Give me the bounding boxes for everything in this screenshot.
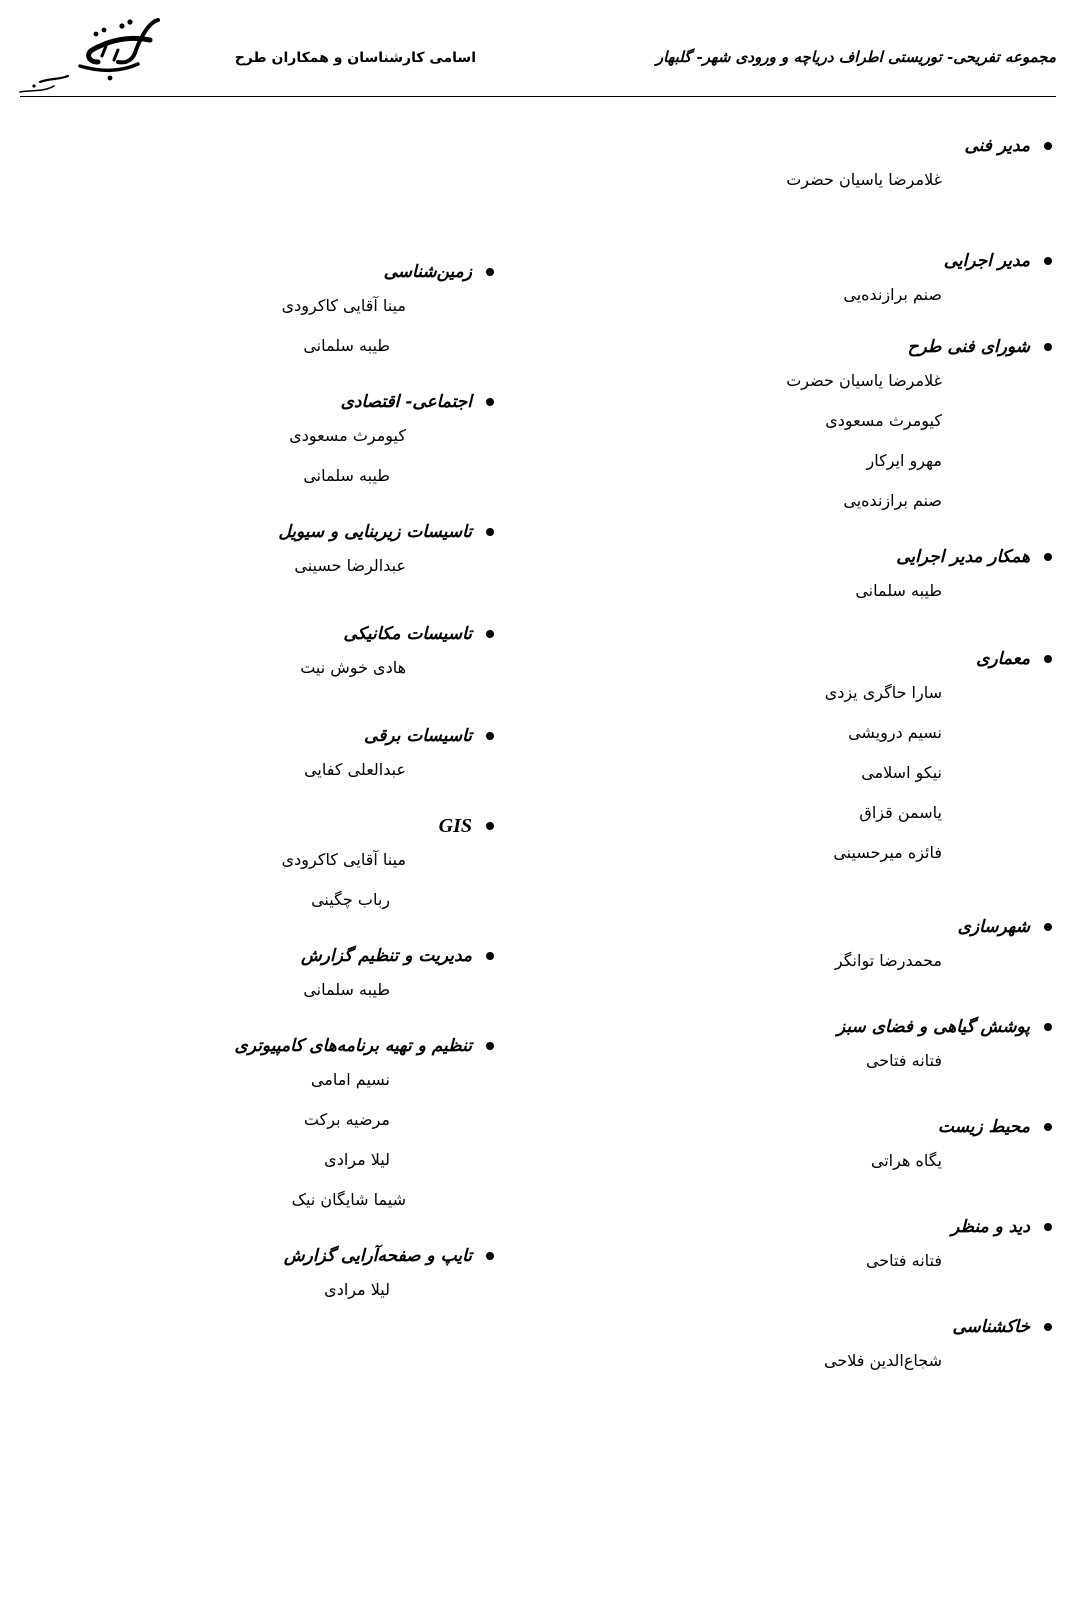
member-list <box>722 941 1052 981</box>
member-name: شجاع‌الدین فلاحی <box>823 1351 942 1370</box>
member-name: فائزه میرحسینی <box>833 843 942 862</box>
section-vegetation-green-space <box>722 1013 1052 1081</box>
section-heading <box>722 333 1052 361</box>
member-list <box>722 571 1052 611</box>
right-column <box>722 132 1052 1381</box>
section-mechanical-installations <box>164 620 494 688</box>
bullet-icon <box>1044 1123 1052 1131</box>
member-name: عبدالرضا حسینی <box>294 556 406 575</box>
member-list <box>722 160 1052 200</box>
section-heading <box>722 1213 1052 1241</box>
member-list <box>164 546 494 586</box>
member-list <box>722 1341 1052 1381</box>
bullet-icon <box>1044 1223 1052 1231</box>
member-list <box>164 1060 494 1220</box>
member-name: کیومرث مسعودی <box>289 426 406 445</box>
bullet-icon <box>1044 655 1052 663</box>
section-electrical-installations <box>164 722 494 790</box>
section-heading <box>722 543 1052 571</box>
member-list <box>164 416 494 496</box>
member-name: نسیم درویشی <box>848 723 942 742</box>
section-title: GIS <box>438 814 472 837</box>
bullet-icon <box>1044 1023 1052 1031</box>
member-name: یگاه هراتی <box>870 1151 942 1170</box>
member-name: لیلا مرادی <box>324 1280 390 1299</box>
left-column <box>164 258 494 1310</box>
section-view-landscape <box>722 1213 1052 1281</box>
section-typing-layout <box>164 1242 494 1310</box>
member-name: نسیم امامی <box>310 1070 390 1089</box>
member-name: طیبه سلمانی <box>303 336 390 355</box>
member-name: کیومرث مسعودی <box>825 411 942 430</box>
section-heading <box>164 518 494 546</box>
header-divider <box>20 96 1056 97</box>
member-name: غلامرضا یاسیان حضرت <box>786 371 942 390</box>
section-heading <box>722 247 1052 275</box>
section-title: زمین‌شناسی <box>383 262 472 282</box>
bullet-icon <box>486 268 494 276</box>
section-environment <box>722 1113 1052 1181</box>
document-title: مجموعه تفریحی- توریستی اطراف دریاچه و ورودی شهر- گلبهار <box>655 48 1056 66</box>
section-title: خاکشناسی <box>952 1317 1030 1337</box>
section-architecture <box>722 645 1052 873</box>
bullet-icon <box>1044 923 1052 931</box>
section-technical-council <box>722 333 1052 521</box>
member-name: محمدرضا توانگر <box>834 951 942 970</box>
bullet-icon <box>486 398 494 406</box>
member-name: مینا آقایی کاکرودی <box>281 296 406 315</box>
section-executive-manager <box>722 247 1052 315</box>
bullet-icon <box>486 1042 494 1050</box>
member-name: فتانه فتاحی <box>865 1051 942 1070</box>
member-name: نیکو اسلامی <box>861 763 942 782</box>
member-name: سارا حاگری یزدی <box>824 683 942 702</box>
section-title: معماری <box>976 649 1030 669</box>
section-heading <box>722 1313 1052 1341</box>
section-heading <box>164 258 494 286</box>
member-name: مینا آقایی کاکرودی <box>281 850 406 869</box>
section-heading <box>722 132 1052 160</box>
calligraphy-logo <box>10 6 160 96</box>
member-name: طیبه سلمانی <box>303 980 390 999</box>
member-name: شیما شایگان نیک <box>291 1190 406 1209</box>
section-assistant-executive-manager <box>722 543 1052 611</box>
bullet-icon <box>486 1252 494 1260</box>
member-list <box>722 1041 1052 1081</box>
member-list <box>722 275 1052 315</box>
section-computer-programs <box>164 1032 494 1220</box>
section-heading <box>164 1032 494 1060</box>
section-title: شورای فنی طرح <box>907 337 1030 357</box>
section-title: مدیر فنی <box>964 136 1030 156</box>
section-heading <box>722 913 1052 941</box>
member-list <box>722 361 1052 521</box>
bullet-icon <box>1044 553 1052 561</box>
bullet-icon <box>486 952 494 960</box>
section-title: مدیر اجرایی <box>943 251 1030 271</box>
section-heading <box>722 1113 1052 1141</box>
member-name: مرضیه برکت <box>303 1110 390 1129</box>
member-name: طیبه سلمانی <box>855 581 942 600</box>
member-list <box>164 840 494 920</box>
section-gis <box>164 812 494 920</box>
bullet-icon <box>486 528 494 536</box>
member-name: لیلا مرادی <box>324 1150 390 1169</box>
member-name: فتانه فتاحی <box>865 1251 942 1270</box>
bullet-icon <box>1044 343 1052 351</box>
member-list <box>164 970 494 1010</box>
section-heading <box>164 812 494 840</box>
member-name: طیبه سلمانی <box>303 466 390 485</box>
member-list <box>164 648 494 688</box>
member-list <box>722 1241 1052 1281</box>
bullet-icon <box>486 630 494 638</box>
section-title: تاسیسات مکانیکی <box>343 624 472 644</box>
section-heading <box>164 388 494 416</box>
section-title: تاسیسات زیربنایی و سیویل <box>278 522 472 542</box>
bullet-icon <box>1044 1323 1052 1331</box>
section-heading <box>164 1242 494 1270</box>
member-name: یاسمن قزاق <box>859 803 942 822</box>
section-heading <box>164 942 494 970</box>
bullet-icon <box>1044 257 1052 265</box>
section-urban-planning <box>722 913 1052 981</box>
section-title: تایپ و صفحه‌آرایی گزارش <box>283 1246 472 1266</box>
section-infrastructure-civil <box>164 518 494 586</box>
section-title: شهرسازی <box>957 917 1030 937</box>
section-title: اجتماعی- اقتصادی <box>340 392 472 412</box>
member-list <box>164 286 494 366</box>
section-title: همکار مدیر اجرایی <box>896 547 1030 567</box>
member-list <box>722 673 1052 873</box>
bullet-icon <box>1044 142 1052 150</box>
member-name: صنم برازنده‌یی <box>843 491 942 510</box>
section-title: تنظیم و تهیه برنامه‌های کامپیوتری <box>234 1036 472 1056</box>
section-geology <box>164 258 494 366</box>
section-title: پوشش گیاهی و فضای سبز <box>837 1017 1030 1037</box>
member-name: عبدالعلی کفایی <box>304 760 406 779</box>
section-soil-science <box>722 1313 1052 1381</box>
member-name: هادی خوش نیت <box>300 658 406 677</box>
member-name: صنم برازنده‌یی <box>843 285 942 304</box>
section-socioeconomic <box>164 388 494 496</box>
bullet-icon <box>486 822 494 830</box>
section-title: دید و منظر <box>951 1217 1030 1237</box>
section-report-management <box>164 942 494 1010</box>
section-title: مدیریت و تنظیم گزارش <box>301 946 472 966</box>
section-title: محیط زیست <box>937 1117 1030 1137</box>
member-list <box>164 750 494 790</box>
member-list <box>164 1270 494 1310</box>
section-heading <box>164 722 494 750</box>
section-heading <box>722 645 1052 673</box>
member-name: غلامرضا یاسیان حضرت <box>786 170 942 189</box>
document-subtitle: اسامی کارشناسان و همکاران طرح <box>234 50 476 66</box>
member-list <box>722 1141 1052 1181</box>
member-name: مهرو ایرکار <box>866 451 942 470</box>
section-technical-manager <box>722 132 1052 200</box>
section-heading <box>164 620 494 648</box>
section-heading <box>722 1013 1052 1041</box>
section-title: تاسیسات برقی <box>364 726 472 746</box>
bullet-icon <box>486 732 494 740</box>
member-name: رباب چگینی <box>311 890 390 909</box>
